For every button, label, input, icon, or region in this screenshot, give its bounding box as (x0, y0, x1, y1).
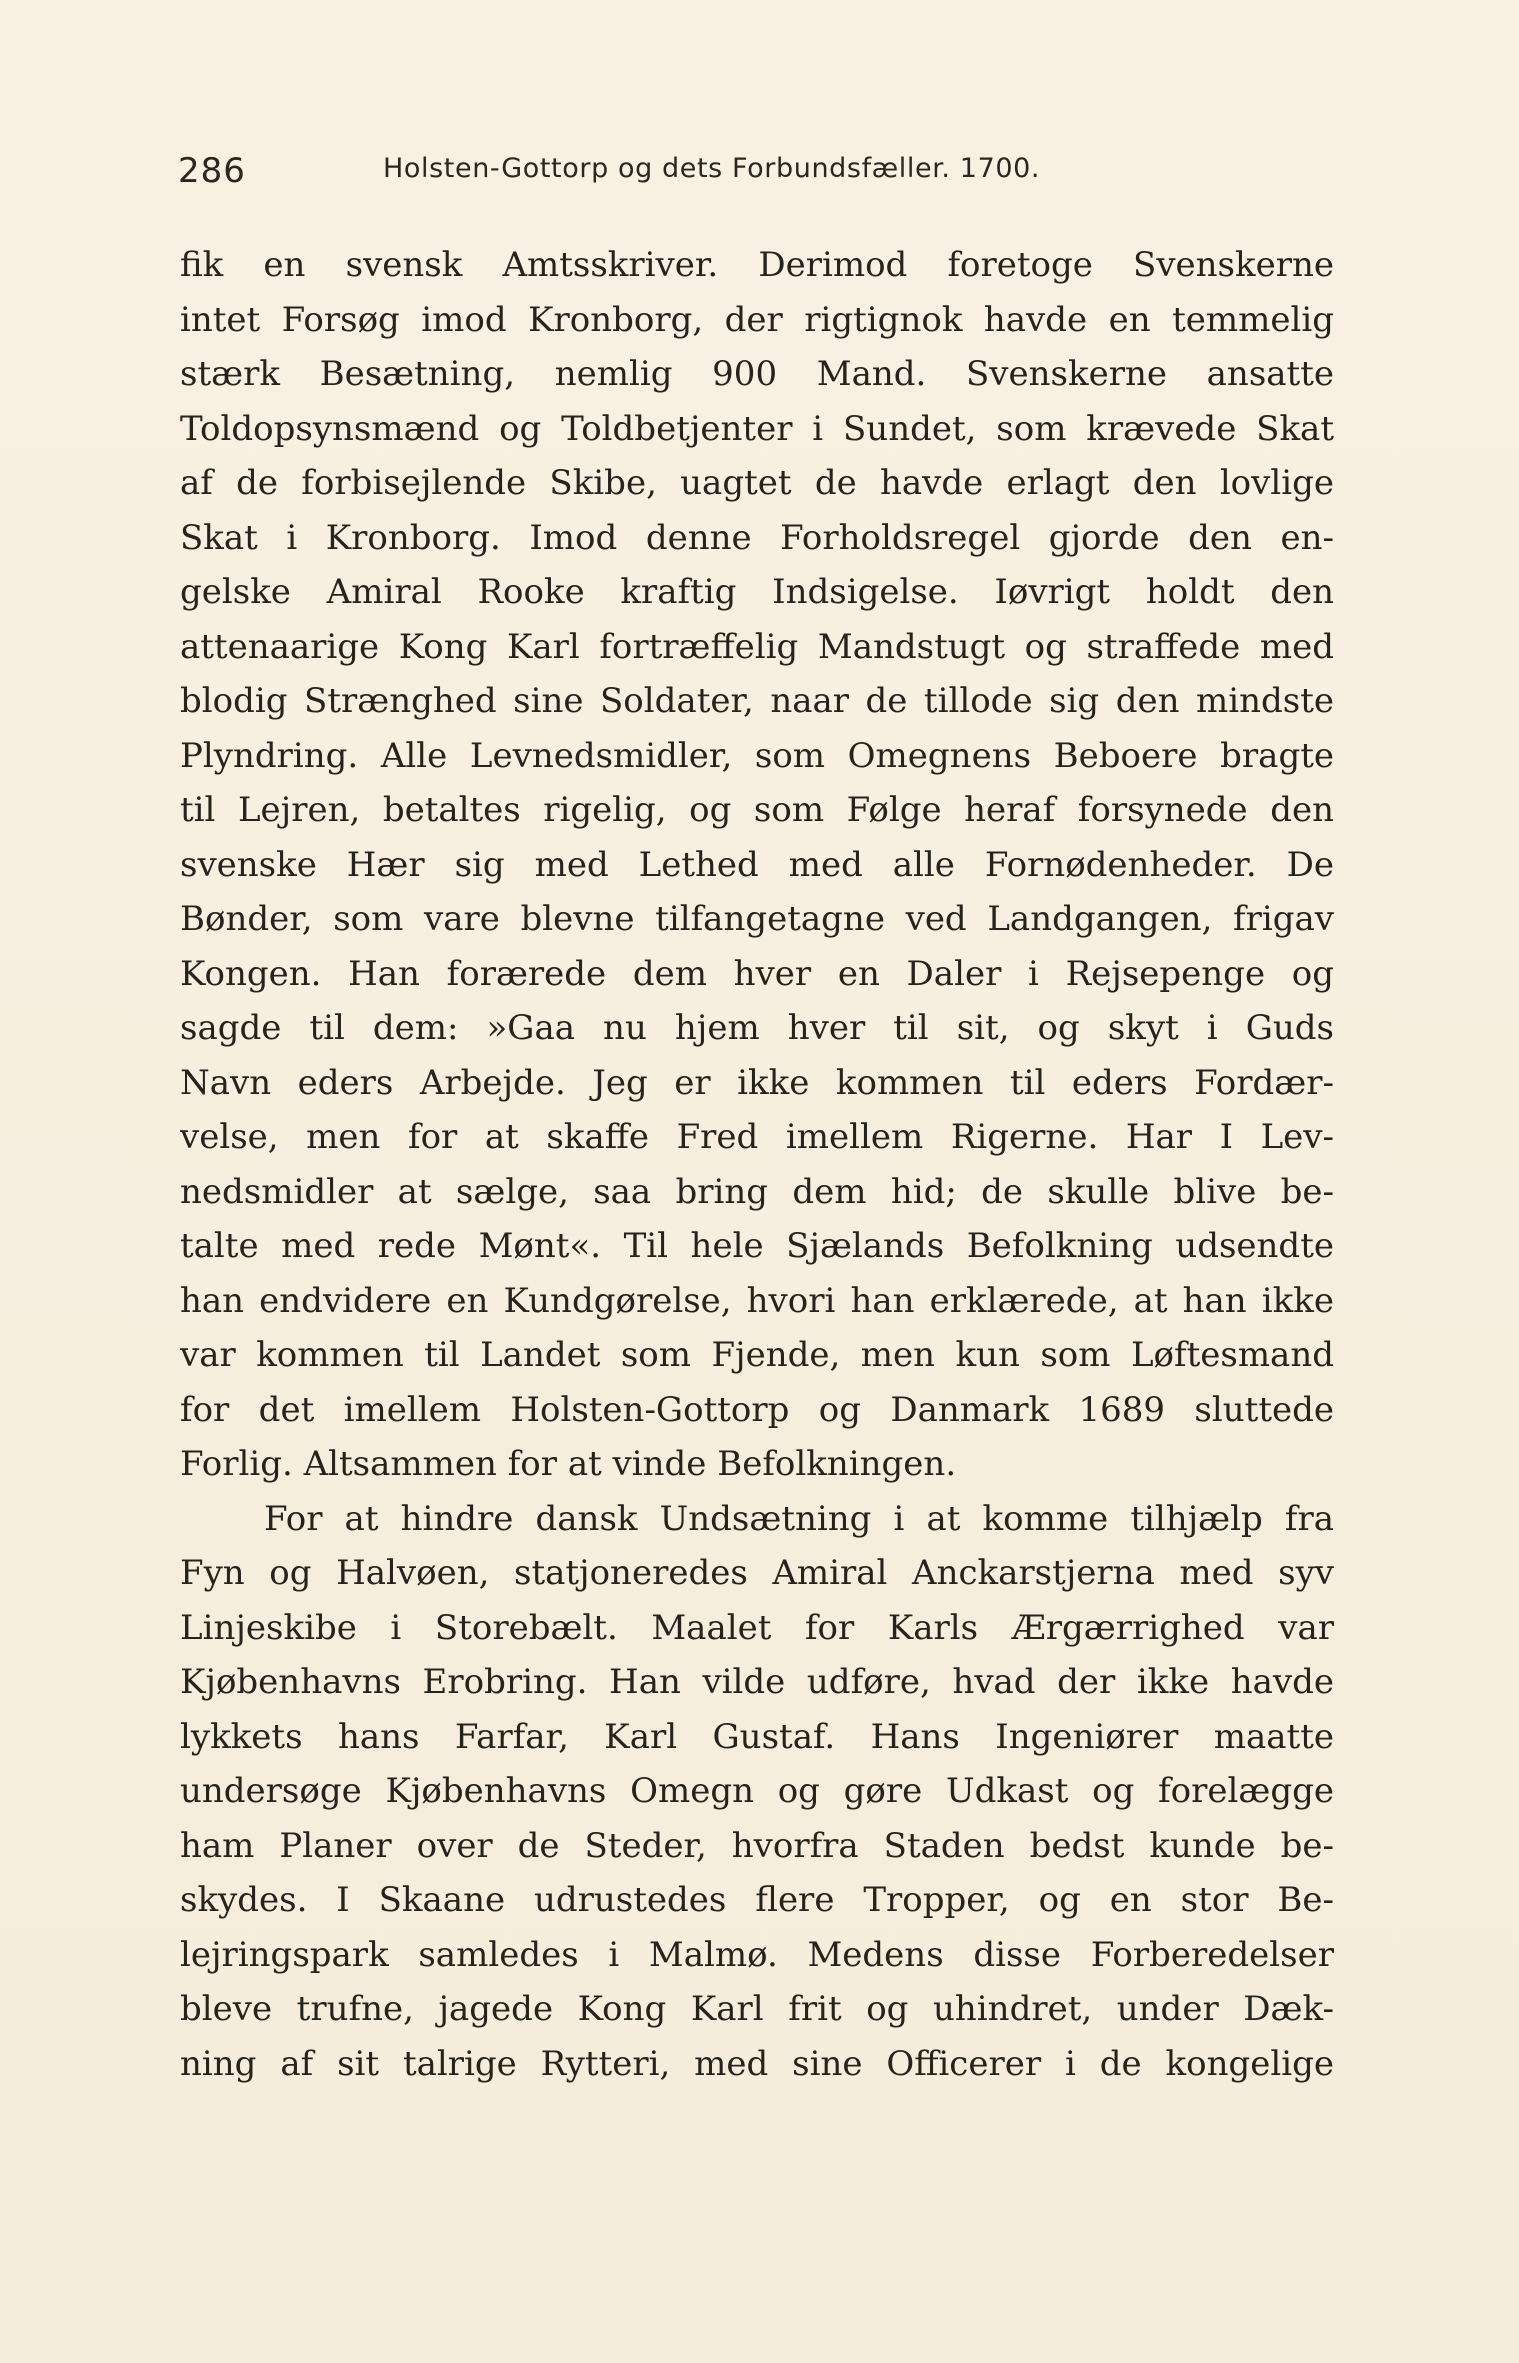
text-line: blodig Strænghed sine Soldater, naar de tillode sig den mindste (180, 681, 1334, 721)
text-line: ning af sit talrige Rytteri, med sine Officerer i de kongelige (180, 2043, 1334, 2084)
text-line: stærk Besætning, nemlig 900 Mand. Svenskerne ansatte (180, 354, 1334, 394)
text-line: til Lejren, betaltes rigelig, og som Følge heraf forsynede den (180, 790, 1334, 830)
text-line: intet Forsøg imod Kronborg, der rigtignok havde en temmelig (180, 299, 1334, 340)
text-line: velse, men for at skaffe Fred imellem Rigerne. Har I Lev- (180, 1117, 1334, 1157)
text-line: Bønder, som vare blevne tilfangetagne ved Landgangen, frigav (180, 899, 1334, 939)
page-number: 286 (178, 151, 246, 191)
text-line: nedsmidler at sælge, saa bring dem hid; de skulle blive be- (180, 1171, 1334, 1212)
text-line: fik en svensk Amtsskriver. Derimod foretoge Svenskerne (180, 245, 1334, 285)
text-line: lejringspark samledes i Malmø. Medens disse Forberedelser (180, 1934, 1334, 1975)
text-line: bleve trufne, jagede Kong Karl frit og uhindret, under Dæk- (180, 1989, 1334, 2029)
text-line: af de forbisejlende Skibe, uagtet de havde erlagt den lovlige (180, 463, 1334, 503)
text-line: Kongen. Han forærede dem hver en Daler i Rejsepenge og (180, 953, 1334, 994)
text-line: skydes. I Skaane udrustedes flere Tropper, og en stor Be- (180, 1880, 1334, 1920)
text-line: var kommen til Landet som Fjende, men kun som Løftesmand (180, 1335, 1334, 1375)
running-title: Holsten-Gottorp og dets Forbundsfæller. 1700. (383, 153, 1041, 184)
text-line: Skat i Kronborg. Imod denne Forholdsregel gjorde den en- (180, 517, 1334, 558)
text-line: for det imellem Holsten-Gottorp og Danmark 1689 sluttede (180, 1389, 1334, 1430)
text-line: Fyn og Halvøen, statjoneredes Amiral Anckarstjerna med syv (180, 1553, 1334, 1593)
text-line: Kjøbenhavns Erobring. Han vilde udføre, hvad der ikke havde (180, 1662, 1334, 1702)
text-line: lykkets hans Farfar, Karl Gustaf. Hans Ingeniører maatte (180, 1716, 1334, 1757)
text-line: gelske Amiral Rooke kraftig Indsigelse. Iøvrigt holdt den (180, 572, 1334, 612)
text-line: han endvidere en Kundgørelse, hvori han erklærede, at han ikke (180, 1280, 1334, 1321)
text-line: svenske Hær sig med Lethed med alle Fornødenheder. De (180, 844, 1334, 885)
text-line: undersøge Kjøbenhavns Omegn og gøre Udkast og forelægge (180, 1771, 1334, 1811)
text-line: sagde til dem: »Gaa nu hjem hver til sit, og skyt i Guds (180, 1008, 1334, 1048)
page-header (178, 145, 1138, 195)
text-line: Toldopsynsmænd og Toldbetjenter i Sundet, som krævede Skat (180, 408, 1334, 449)
text-line: ham Planer over de Steder, hvorfra Staden bedst kunde be- (180, 1825, 1334, 1866)
paragraph-end-line: Forlig. Altsammen for at vinde Befolkningen. (180, 1444, 957, 1484)
text-line: Plyndring. Alle Levnedsmidler, som Omegnens Beboere bragte (180, 735, 1334, 776)
text-line: Linjeskibe i Storebælt. Maalet for Karls Ærgærrighed var (180, 1607, 1334, 1648)
body-text (180, 238, 1334, 2091)
paragraph-start-line: For at hindre dansk Undsætning i at komme tilhjælp fra (264, 1498, 1334, 1539)
text-line: Navn eders Arbejde. Jeg er ikke kommen til eders Fordær- (180, 1062, 1334, 1103)
text-line: attenaarige Kong Karl fortræffelig Mandstugt og straffede med (180, 626, 1334, 667)
text-line: talte med rede Mønt«. Til hele Sjælands Befolkning udsendte (180, 1226, 1334, 1266)
